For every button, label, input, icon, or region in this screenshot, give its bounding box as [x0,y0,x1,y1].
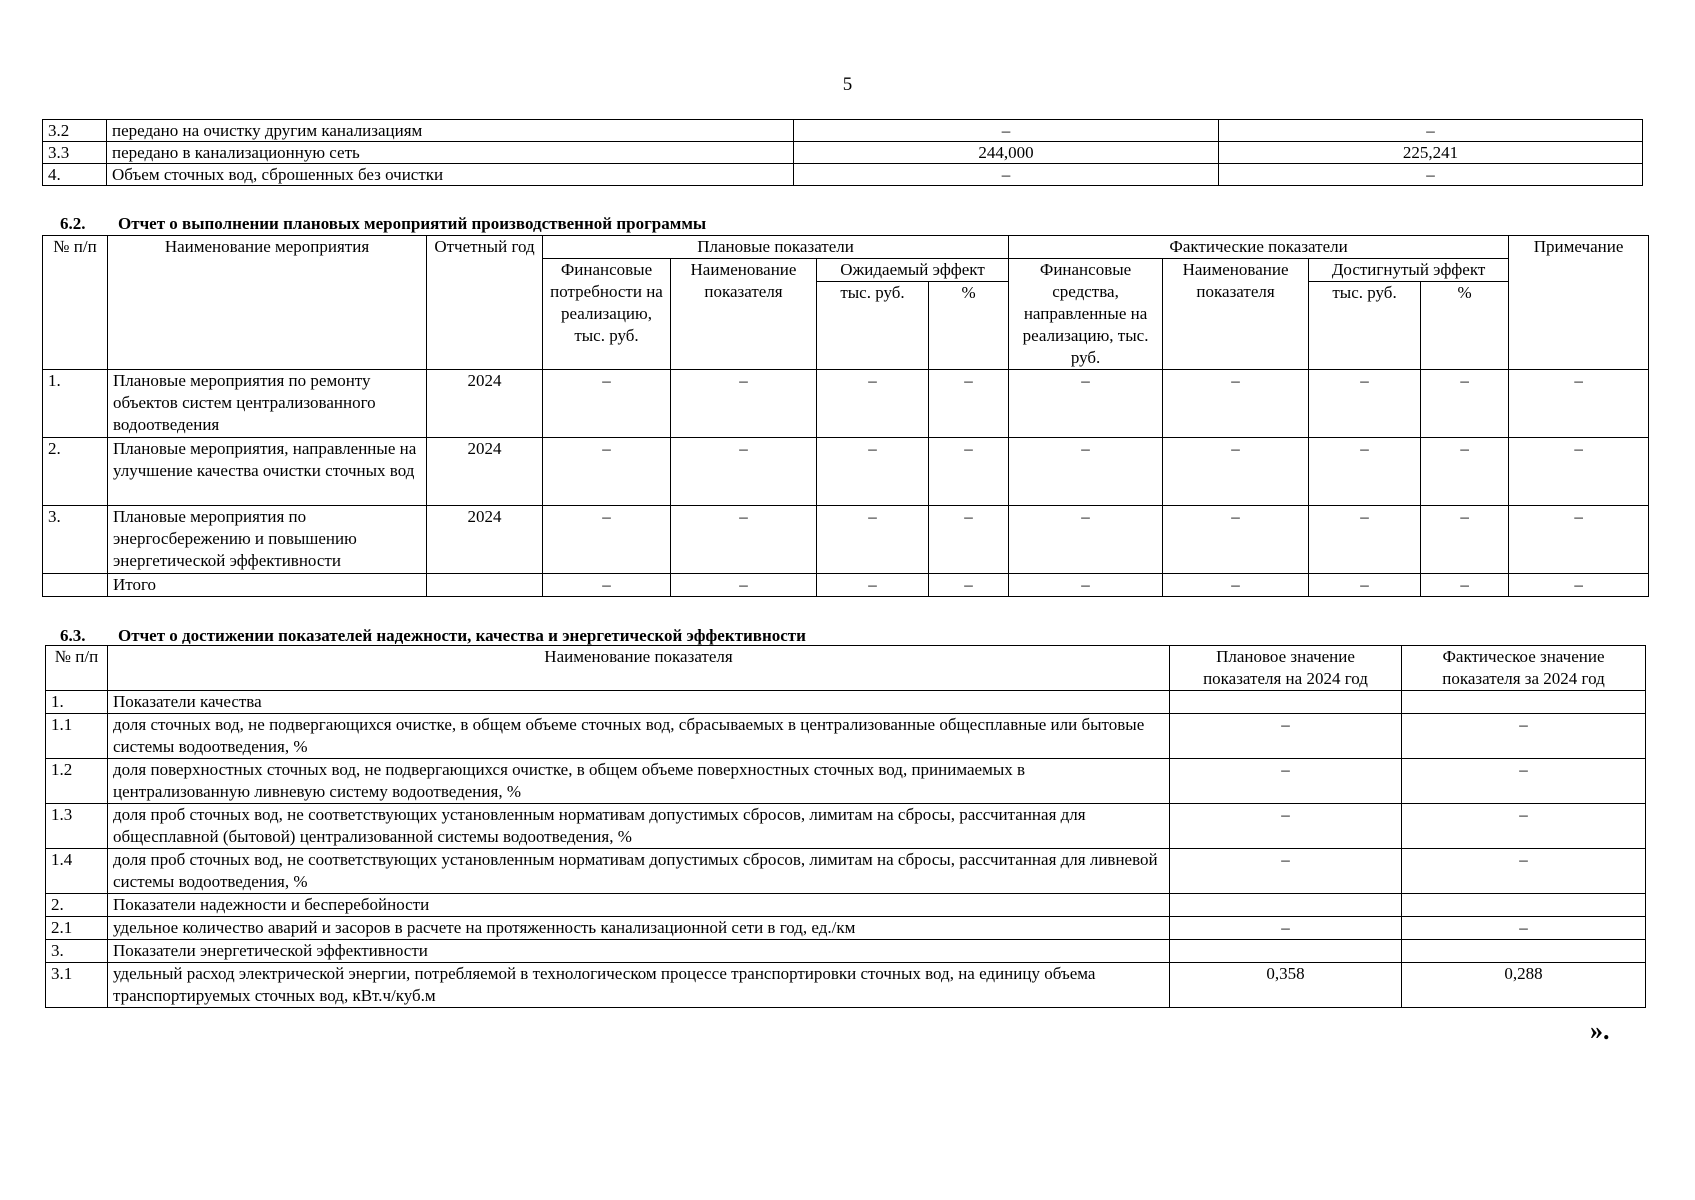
fact-value: – [1402,917,1646,940]
dash-cell: – [929,370,1009,438]
row-number: 4. [43,164,107,186]
header-num: № п/п [46,646,108,691]
dash-cell: – [543,370,671,438]
row-number: 3. [46,940,108,963]
dash-cell: – [929,574,1009,597]
table-row [43,506,1649,574]
section-number: 6.3. [60,626,86,645]
section-title-6-3 [60,626,806,646]
header-num: № п/п [43,236,108,370]
header-row [43,236,1649,259]
plan-value [1170,691,1402,714]
table-row [46,963,1646,1008]
dash-cell: – [1009,574,1163,597]
dash-cell: – [817,370,929,438]
dash-cell: – [1509,370,1649,438]
dash-cell: – [671,574,817,597]
fact-value: – [1402,759,1646,804]
value-cell: – [1219,164,1643,186]
row-number: 1.2 [46,759,108,804]
header-name: Наименование мероприятия [108,236,427,370]
row-number: 1. [43,370,108,438]
row-name: Показатели энергетической эффективности [108,940,1170,963]
row-number: 2. [46,894,108,917]
fact-value: 0,288 [1402,963,1646,1008]
page-number: 5 [842,74,853,95]
section-number: 6.2. [60,214,86,233]
plan-value: 0,358 [1170,963,1402,1008]
dash-cell: – [1163,370,1309,438]
header-plan-indicator: Наименование показателя [671,259,817,370]
fact-value: – [1402,714,1646,759]
dash-cell: – [671,438,817,506]
section-title-text: Отчет о достижении показателей надежности, качества и энергетической эффективности [118,626,806,645]
header-fact-pct: % [1421,282,1509,370]
table-row [46,917,1646,940]
header-plan-rub: тыс. руб. [817,282,929,370]
fact-value [1402,691,1646,714]
volume-table [42,119,1643,186]
header-row [46,646,1646,691]
table-row [43,142,1643,164]
header-name: Наименование показателя [108,646,1170,691]
dash-cell: – [929,438,1009,506]
row-number: 2.1 [46,917,108,940]
dash-cell: – [1309,574,1421,597]
dash-cell: – [817,574,929,597]
header-plan: Плановое значение показателя на 2024 год [1170,646,1402,691]
dash-cell: – [1421,370,1509,438]
row-year [427,574,543,597]
row-number: 3.2 [43,120,107,142]
row-name: передано на очистку другим канализациям [107,120,794,142]
dash-cell: – [1009,438,1163,506]
row-name: доля поверхностных сточных вод, не подвергающихся очистке, в общем объеме поверхностных сточных вод, принимаемых в централизованную ливневую систему водоотведения, % [108,759,1170,804]
header-fact: Фактическое значение показателя за 2024 год [1402,646,1646,691]
table-row [46,849,1646,894]
value-cell: – [794,164,1219,186]
row-number: 1.4 [46,849,108,894]
dash-cell: – [1509,506,1649,574]
row-name: Плановые мероприятия, направленные на улучшение качества очистки сточных вод [108,438,427,506]
row-number: 3.1 [46,963,108,1008]
dash-cell: – [671,506,817,574]
row-number [43,574,108,597]
closing-quote-mark: ». [1590,1016,1610,1045]
dash-cell: – [1421,574,1509,597]
plan-value [1170,940,1402,963]
row-name: удельное количество аварий и засоров в расчете на протяженность канализационной сети в год, ед./км [108,917,1170,940]
dash-cell: – [1163,506,1309,574]
plan-value: – [1170,804,1402,849]
row-name: Показатели качества [108,691,1170,714]
value-cell: – [1219,120,1643,142]
plan-value [1170,894,1402,917]
row-name: доля проб сточных вод, не соответствующих установленным нормативам допустимых сбросов, лимитам на сбросы, рассчитанная для общесплавной (бытовой) централизованной системы водоотведения, % [108,804,1170,849]
table-row [46,691,1646,714]
fact-value: – [1402,804,1646,849]
row-number: 2. [43,438,108,506]
dash-cell: – [543,438,671,506]
row-name: Плановые мероприятия по энергосбережению и повышению энергетической эффективности [108,506,427,574]
dash-cell: – [1309,506,1421,574]
dash-cell: – [1509,574,1649,597]
header-note: Примечание [1509,236,1649,370]
header-year: Отчетный год [427,236,543,370]
indicators-table [45,645,1646,1008]
dash-cell: – [1509,438,1649,506]
row-year: 2024 [427,370,543,438]
dash-cell: – [543,506,671,574]
header-planned: Плановые показатели [543,236,1009,259]
table-row [43,438,1649,506]
value-cell: 225,241 [1219,142,1643,164]
header-fact-rub: тыс. руб. [1309,282,1421,370]
row-year: 2024 [427,438,543,506]
header-fact-indicator: Наименование показателя [1163,259,1309,370]
measures-table [42,235,1649,597]
row-year: 2024 [427,506,543,574]
dash-cell: – [543,574,671,597]
fact-value: – [1402,849,1646,894]
table-row [46,804,1646,849]
table-row [46,940,1646,963]
dash-cell: – [1163,438,1309,506]
header-plan-pct: % [929,282,1009,370]
total-label: Итого [108,574,427,597]
row-number: 1. [46,691,108,714]
fact-value [1402,894,1646,917]
dash-cell: – [1309,370,1421,438]
dash-cell: – [1421,438,1509,506]
fact-value [1402,940,1646,963]
row-number: 3.3 [43,142,107,164]
table-row [43,370,1649,438]
dash-cell: – [1009,506,1163,574]
row-name: Объем сточных вод, сброшенных без очистки [107,164,794,186]
table-row [46,714,1646,759]
table-row [43,164,1643,186]
row-name: передано в канализационную сеть [107,142,794,164]
header-fact-fin: Финансовые средства, направленные на реализацию, тыс. руб. [1009,259,1163,370]
dash-cell: – [817,438,929,506]
header-fact-effect: Достигнутый эффект [1309,259,1509,282]
dash-cell: – [817,506,929,574]
row-number: 3. [43,506,108,574]
plan-value: – [1170,917,1402,940]
dash-cell: – [1009,370,1163,438]
plan-value: – [1170,849,1402,894]
row-number: 1.1 [46,714,108,759]
table-row [43,120,1643,142]
row-name: Показатели надежности и бесперебойности [108,894,1170,917]
section-title-6-2 [60,214,706,234]
plan-value: – [1170,714,1402,759]
table-row [46,894,1646,917]
dash-cell: – [1421,506,1509,574]
value-cell: 244,000 [794,142,1219,164]
row-name: доля сточных вод, не подвергающихся очистке, в общем объеме сточных вод, сбрасываемых в централизованные общесплавные или бытовые системы водоотведения, % [108,714,1170,759]
row-number: 1.3 [46,804,108,849]
row-name: доля проб сточных вод, не соответствующих установленным нормативам допустимых сбросов, лимитам на сбросы, рассчитанная для ливневой системы водоотведения, % [108,849,1170,894]
header-plan-effect: Ожидаемый эффект [817,259,1009,282]
dash-cell: – [1309,438,1421,506]
dash-cell: – [929,506,1009,574]
row-name: удельный расход электрической энергии, потребляемой в технологическом процессе транспортировки сточных вод, на единицу объема транспортируемых сточных вод, кВт.ч/куб.м [108,963,1170,1008]
dash-cell: – [1163,574,1309,597]
value-cell: – [794,120,1219,142]
dash-cell: – [671,370,817,438]
header-actual: Фактические показатели [1009,236,1509,259]
plan-value: – [1170,759,1402,804]
table-row [46,759,1646,804]
row-name: Плановые мероприятия по ремонту объектов систем централизованного водоотведения [108,370,427,438]
total-row [43,574,1649,597]
section-title-text: Отчет о выполнении плановых мероприятий производственной программы [118,214,707,233]
header-plan-fin: Финансовые потребности на реализацию, тыс. руб. [543,259,671,370]
